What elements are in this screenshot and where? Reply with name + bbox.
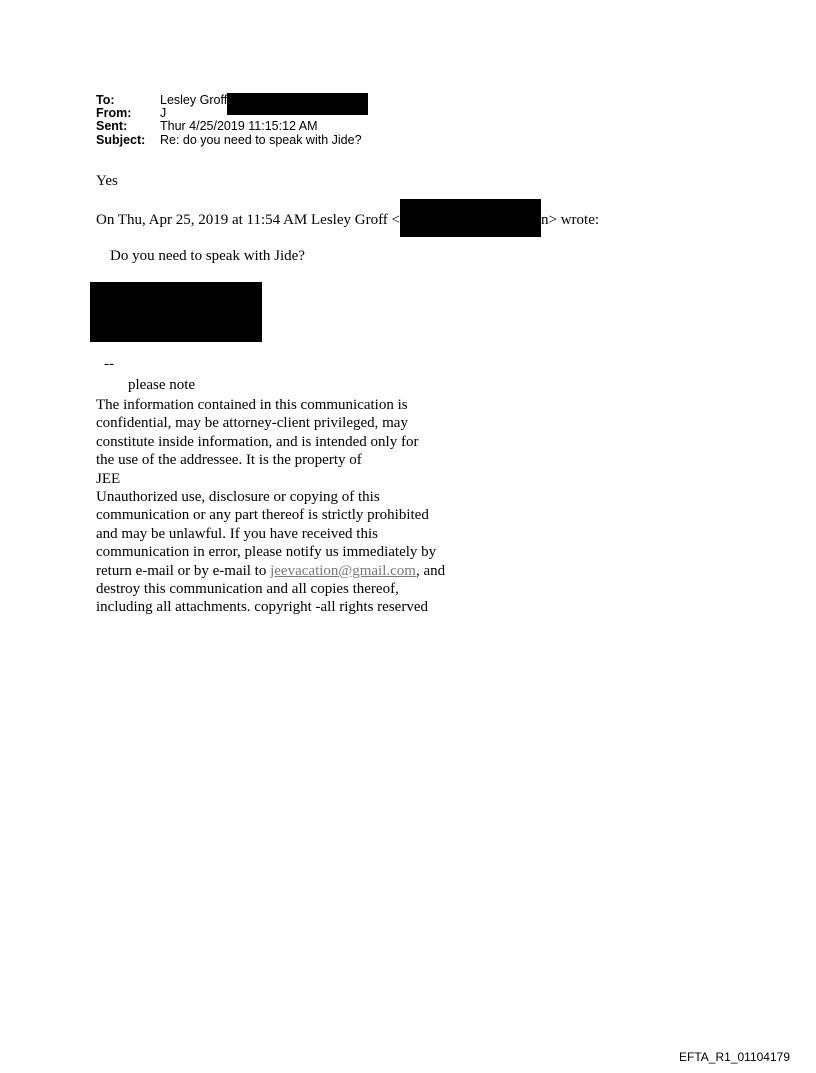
to-name: Lesley Groff	[160, 93, 228, 107]
disclaimer-line: Unauthorized use, disclosure or copying of this	[96, 489, 380, 506]
disclaimer-line: destroy this communication and all copies thereof,	[96, 581, 399, 598]
email-link[interactable]: jeevacation@gmail.com	[270, 562, 416, 579]
subject-value: Re: do you need to speak with Jide?	[160, 132, 362, 147]
to-value	[160, 94, 368, 115]
disclaimer-line: communication or any part thereof is strictly prohibited	[96, 507, 429, 524]
disclaimer-line: including all attachments. copyright -all rights reserved	[96, 599, 428, 616]
disclaimer-email-line	[96, 562, 496, 580]
quote-email-redaction	[400, 199, 541, 237]
disclaimer-line: constitute inside information, and is intended only for	[96, 433, 419, 450]
reply-text: Yes	[96, 173, 118, 189]
sent-value: Thur 4/25/2019 11:15:12 AM	[160, 119, 318, 134]
document-id: EFTA_R1_01104179	[679, 1050, 790, 1064]
signature-dash: --	[104, 356, 114, 372]
signature-note: please note	[128, 377, 196, 393]
disclaimer-line: and may be unlawful. If you have received this	[96, 525, 378, 542]
from-label: From:	[96, 106, 132, 121]
email-line-before: return e-mail or by e-mail to	[96, 562, 271, 579]
from-value: J	[160, 106, 167, 121]
disclaimer-line: communication in error, please notify us immediately by	[96, 544, 437, 561]
disclaimer	[96, 396, 496, 617]
quoted-message: Do you need to speak with Jide?	[110, 248, 305, 264]
email-line-after: , and	[415, 562, 446, 579]
subject-label: Subject:	[96, 132, 146, 147]
disclaimer-line: JEE	[96, 470, 121, 487]
disclaimer-line: confidential, may be attorney-client privileged, may	[96, 415, 408, 432]
quote-intro-before: On Thu, Apr 25, 2019 at 11:54 AM Lesley Groff <	[96, 212, 400, 228]
to-label: To:	[96, 93, 115, 107]
quote-intro	[96, 212, 599, 237]
quote-intro-after: n> wrote:	[541, 212, 600, 228]
sent-label: Sent:	[96, 119, 128, 134]
signature-redaction	[90, 282, 262, 342]
to-email-redaction	[227, 93, 368, 115]
disclaimer-line: The information contained in this communication is	[96, 397, 408, 413]
disclaimer-line: the use of the addressee. It is the property of	[96, 452, 362, 469]
